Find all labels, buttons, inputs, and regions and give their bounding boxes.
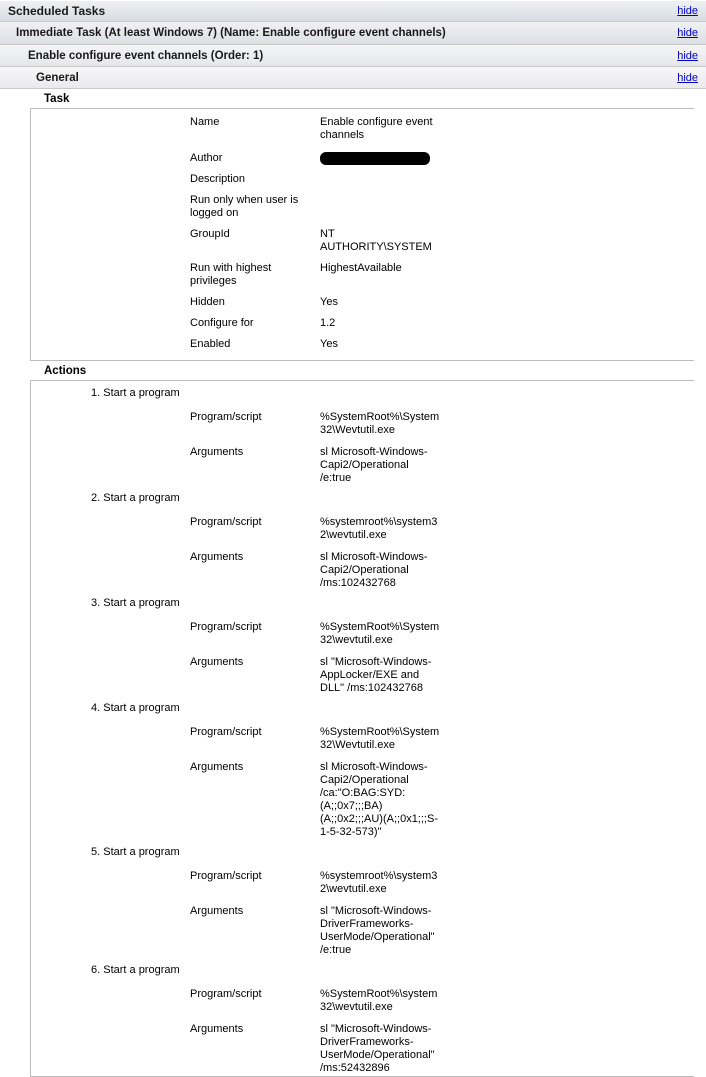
property-row xyxy=(31,261,694,289)
property-row xyxy=(31,1022,694,1076)
property-value: Yes xyxy=(320,296,338,309)
action-item xyxy=(31,958,694,1076)
property-label: Arguments xyxy=(190,905,244,918)
property-label: Description xyxy=(190,173,246,186)
property-row xyxy=(31,725,694,753)
property-label: Program/script xyxy=(190,726,262,739)
property-value: sl Microsoft-Windows-Capi2/Operational /e:true xyxy=(320,446,428,485)
hide-link-scheduled-tasks[interactable]: hide xyxy=(677,5,698,17)
property-row xyxy=(31,193,694,221)
property-label: Author xyxy=(190,152,223,164)
action-title: 3. Start a program xyxy=(91,597,180,610)
property-value: %SystemRoot%\System32\Wevtutil.exe xyxy=(320,411,440,437)
property-row xyxy=(31,337,694,352)
property-row xyxy=(31,151,694,166)
task-section xyxy=(30,89,694,361)
property-value: %SystemRoot%\System32\wevtutil.exe xyxy=(320,621,440,647)
property-row xyxy=(31,295,694,310)
section-header-general xyxy=(0,67,706,89)
property-row xyxy=(31,760,694,840)
property-value: NT AUTHORITY\SYSTEM xyxy=(320,228,432,254)
property-label: Run with highest privileges xyxy=(190,262,272,288)
action-item xyxy=(31,591,694,696)
actions-section xyxy=(30,361,694,1077)
property-label: Name xyxy=(190,116,220,128)
property-label: Arguments xyxy=(190,446,244,459)
section-header-title: Scheduled Tasks xyxy=(8,4,106,18)
property-label: Program/script xyxy=(190,621,262,634)
property-label: Arguments xyxy=(190,1023,244,1036)
property-row xyxy=(31,227,694,255)
property-value: sl Microsoft-Windows-Capi2/Operational /ca:"O:BAG:SYD:(A;;0x7;;;BA)(A;;0x2;;;AU)(A;;0x1;;;S-1-5-32-573)" xyxy=(320,761,438,839)
redaction-bar xyxy=(320,152,430,165)
property-label: Program/script xyxy=(190,411,262,424)
action-item xyxy=(31,381,694,486)
property-row xyxy=(31,620,694,648)
property-label: Configure for xyxy=(190,317,254,330)
property-row xyxy=(31,316,694,331)
property-row xyxy=(31,869,694,897)
action-title: 2. Start a program xyxy=(91,492,180,505)
property-value: %systemroot%\system32\wevtutil.exe xyxy=(320,516,438,542)
property-label: Enabled xyxy=(190,338,231,351)
property-value: sl "Microsoft-Windows-AppLocker/EXE and DLL" /ms:102432768 xyxy=(320,656,432,695)
property-label: Program/script xyxy=(190,870,262,883)
property-row xyxy=(31,172,694,187)
section-header-immediate-task xyxy=(0,22,706,45)
property-label: Program/script xyxy=(190,988,262,1001)
section-header-enable-configure-event-channels xyxy=(0,45,706,67)
property-label: Arguments xyxy=(190,656,244,669)
hide-link-immediate-task[interactable]: hide xyxy=(677,27,698,39)
task-section-heading: Task xyxy=(44,93,70,105)
property-value: Yes xyxy=(320,338,338,351)
action-item xyxy=(31,486,694,591)
property-label: Run only when user is logged on xyxy=(190,194,299,220)
action-title: 5. Start a program xyxy=(91,846,180,859)
property-value: sl Microsoft-Windows-Capi2/Operational /ms:102432768 xyxy=(320,551,428,590)
action-title: 1. Start a program xyxy=(91,387,180,400)
property-value: %SystemRoot%\System32\Wevtutil.exe xyxy=(320,726,440,752)
property-row xyxy=(31,115,694,143)
property-row xyxy=(31,904,694,958)
property-label: GroupId xyxy=(190,228,230,241)
action-title: 6. Start a program xyxy=(91,964,180,977)
property-row xyxy=(31,410,694,438)
property-row xyxy=(31,987,694,1015)
section-header-title: Enable configure event channels (Order: 1) xyxy=(28,49,264,62)
action-title: 4. Start a program xyxy=(91,702,180,715)
property-value: HighestAvailable xyxy=(320,262,402,275)
property-label: Hidden xyxy=(190,296,225,309)
property-value-redacted xyxy=(320,152,440,165)
property-label: Arguments xyxy=(190,761,244,774)
actions-section-heading: Actions xyxy=(44,365,87,378)
property-row xyxy=(31,515,694,543)
property-value: sl "Microsoft-Windows-DriverFrameworks-UserMode/Operational" /e:true xyxy=(320,905,438,957)
action-item xyxy=(31,840,694,958)
actions-box xyxy=(30,380,694,1077)
section-header-scheduled-tasks xyxy=(0,0,706,22)
property-value: %SystemRoot%\system32\wevtutil.exe xyxy=(320,988,438,1014)
property-value: sl "Microsoft-Windows-DriverFrameworks-UserMode/Operational" /ms:52432896 xyxy=(320,1023,438,1075)
section-header-title: Immediate Task (At least Windows 7) (Name: Enable configure event channels) xyxy=(16,27,446,39)
property-row xyxy=(31,550,694,591)
section-header-title: General xyxy=(36,71,79,84)
hide-link-general[interactable]: hide xyxy=(677,71,698,84)
property-row xyxy=(31,655,694,696)
property-label: Arguments xyxy=(190,551,244,564)
property-value: Enable configure event channels xyxy=(320,116,436,141)
property-value: %systemroot%\system32\wevtutil.exe xyxy=(320,870,438,896)
property-value: 1.2 xyxy=(320,317,336,330)
hide-link-enable-configure-event-channels[interactable]: hide xyxy=(677,49,698,62)
property-label: Program/script xyxy=(190,516,262,529)
property-row xyxy=(31,445,694,486)
task-properties-box xyxy=(30,108,694,361)
action-item xyxy=(31,696,694,840)
